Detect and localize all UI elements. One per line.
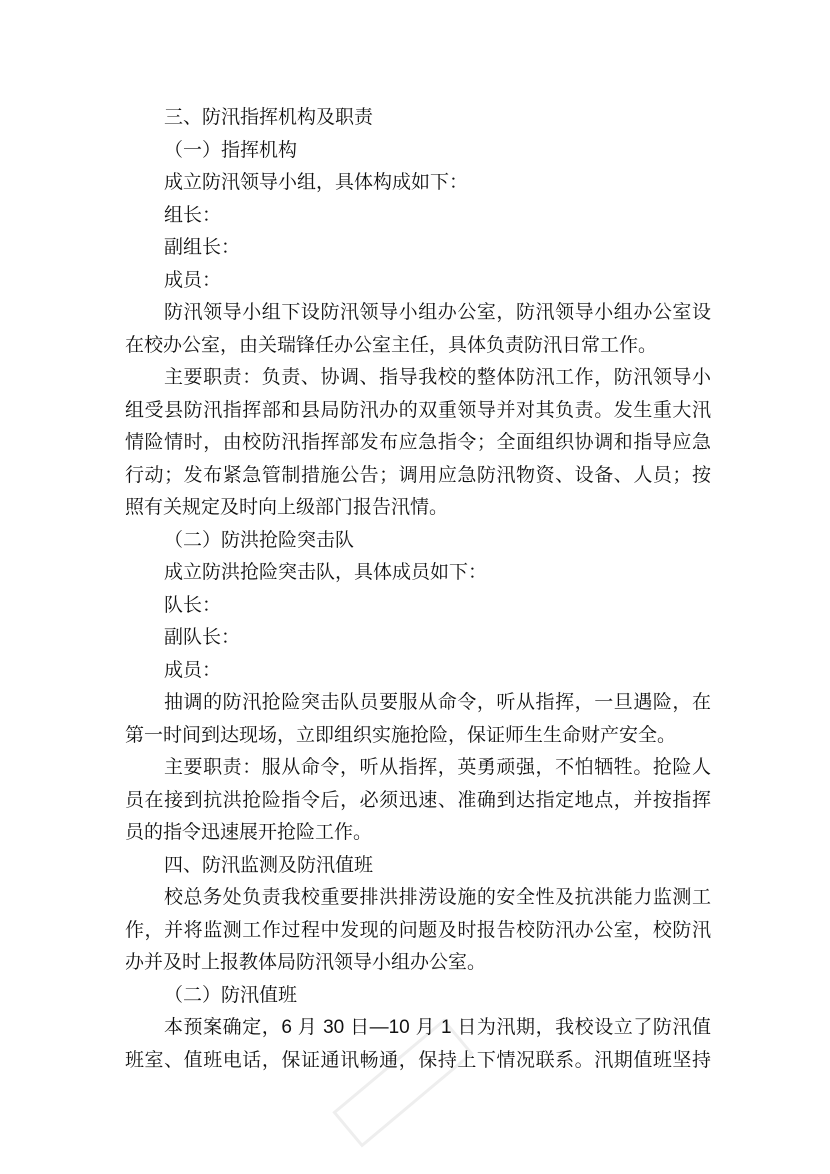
text-line: 办并及时上报教体局防汛领导小组办公室。 <box>125 952 487 973</box>
text-line: 副组长： <box>164 237 241 258</box>
text-line: 成立防洪抢险突击队，具体成员如下： <box>164 562 488 583</box>
text-line: 成员： <box>164 269 222 291</box>
text-line: 照有关规定及时向上级部门报告汛情。 <box>125 497 449 518</box>
text-line: 组长： <box>164 204 222 226</box>
text-line: 员的指令迅速展开抢险工作。 <box>125 822 373 843</box>
text-line: 队长： <box>164 594 222 616</box>
text-line: 副队长： <box>164 627 241 648</box>
text-line: 本预案确定，6 月 30 日—10 月 1 日为汛期，我校设立了防汛值 <box>164 1017 711 1038</box>
text-line: 成立防汛领导小组，具体构成如下： <box>164 172 469 193</box>
text-line: 班室、值班电话，保证通讯畅通，保持上下情况联系。汛期值班坚持 <box>125 1049 711 1071</box>
text-line: （二）防汛值班 <box>164 984 298 1006</box>
document-body <box>125 102 711 1077</box>
text-line: 三、防汛指挥机构及职责 <box>164 107 374 128</box>
text-line: 行动；发布紧急管制措施公告；调用应急防汛物资、设备、人员；按 <box>125 464 711 486</box>
text-line: 情险情时，由校防汛指挥部发布应急指令；全面组织协调和指导应急 <box>125 432 711 453</box>
text-line: （一）指挥机构 <box>164 139 298 161</box>
text-line: 校总务处负责我校重要排洪排涝设施的安全性及抗洪能力监测工 <box>164 887 711 908</box>
text-line: 抽调的防汛抢险突击队员要服从命令，听从指挥，一旦遇险，在 <box>164 692 711 713</box>
text-line: 主要职责：负责、协调、指导我校的整体防汛工作，防汛领导小 <box>164 367 711 388</box>
text-line: 主要职责：服从命令，听从指挥，英勇顽强，不怕牺牲。抢险人 <box>164 757 711 778</box>
text-line: 员在接到抗洪抢险指令后，必须迅速、准确到达指定地点，并按指挥 <box>125 789 711 811</box>
text-line: 组受县防汛指挥部和县局防汛办的双重领导并对其负责。发生重大汛 <box>125 399 711 421</box>
text-line: 作，并将监测工作过程中发现的问题及时报告校防汛办公室，校防汛 <box>125 919 711 941</box>
text-line: 第一时间到达现场，立即组织实施抢险，保证师生生命财产安全。 <box>125 724 677 746</box>
text-line: 在校办公室，由关瑞锋任办公室主任，具体负责防汛日常工作。 <box>125 334 658 356</box>
text-line: 成员： <box>164 659 222 681</box>
text-line: 防汛领导小组下设防汛领导小组办公室，防汛领导小组办公室设 <box>164 302 711 323</box>
text-line: 四、防汛监测及防汛值班 <box>164 854 374 876</box>
text-line: （二）防洪抢险突击队 <box>164 529 355 551</box>
